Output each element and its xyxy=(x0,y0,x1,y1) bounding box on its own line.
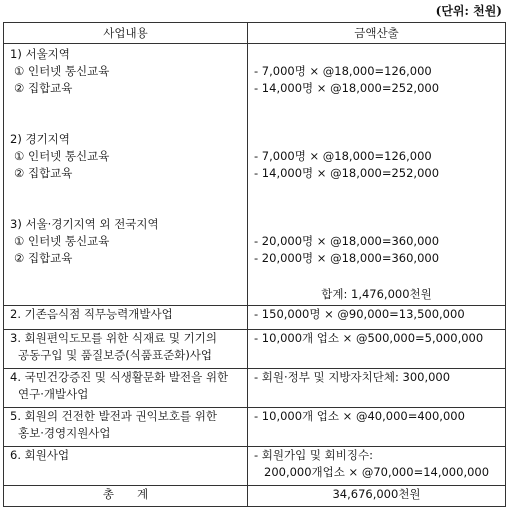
calc-line: - 14,000명 × @18,000=252,000 xyxy=(254,166,440,180)
row-calc-line: 200,000개업소 × @70,000=14,000,000 xyxy=(264,465,490,479)
row-item xyxy=(4,408,248,447)
header-item: 사업내용 xyxy=(4,23,248,44)
row-calc: - 10,000개 업소 × @500,000=5,000,000 xyxy=(248,330,506,369)
row-item-line: 연구·개발사업 xyxy=(18,387,89,401)
row-calc: - 회원·정부 및 지방자치단체: 300,000 xyxy=(248,369,506,408)
table-row xyxy=(4,330,506,369)
calc-line: - 14,000명 × @18,000=252,000 xyxy=(254,81,440,95)
total-label: 총 계 xyxy=(4,486,248,507)
region-item: ② 집합교육 xyxy=(14,166,73,180)
row-item-line: 3. 회원편익도모를 위한 식재료 및 기기의 xyxy=(10,331,217,345)
region-title: 3) 서울·경기지역 외 전국지역 xyxy=(10,217,159,231)
section1-row xyxy=(4,44,506,306)
row-item: 2. 기존음식점 직무능력개발사업 xyxy=(4,306,248,330)
row-calc: - 10,000개 업소 × @40,000=400,000 xyxy=(248,408,506,447)
region-item: ② 집합교육 xyxy=(14,81,73,95)
row-item: 6. 회원사업 xyxy=(4,447,248,486)
row-calc xyxy=(248,447,506,486)
header-calc: 금액산출 xyxy=(248,23,506,44)
row-calc: - 150,000명 × @90,000=13,500,000 xyxy=(248,306,506,330)
calc-line: - 7,000명 × @18,000=126,000 xyxy=(254,149,432,163)
row-item-line: 5. 회원의 건전한 발전과 권익보호를 위한 xyxy=(10,409,217,423)
row-calc-line: - 회원가입 및 회비징수: xyxy=(254,448,373,462)
row-item xyxy=(4,330,248,369)
total-value: 34,676,000천원 xyxy=(248,486,506,507)
calc-line: - 20,000명 × @18,000=360,000 xyxy=(254,234,440,248)
row-item-line: 공동구입 및 품질보증(식품표준화)사업 xyxy=(18,348,213,362)
table-row xyxy=(4,447,506,486)
region-item: ① 인터넷 통신교육 xyxy=(14,149,110,163)
table-row xyxy=(4,408,506,447)
section1-subtotal: 합계: 1,476,000천원 xyxy=(321,287,432,301)
row-item-line: 홍보·경영지원사업 xyxy=(18,426,111,440)
header-row xyxy=(4,23,506,44)
unit-label: (단위: 천원) xyxy=(435,4,502,18)
row-item-line: 4. 국민건강증진 및 식생활문화 발전을 위한 xyxy=(10,370,229,384)
region-item: ① 인터넷 통신교육 xyxy=(14,234,110,248)
row-item xyxy=(4,369,248,408)
region-title: 1) 서울지역 xyxy=(10,47,70,61)
total-row xyxy=(4,486,506,507)
calc-line: - 20,000명 × @18,000=360,000 xyxy=(254,251,440,265)
region-title: 2) 경기지역 xyxy=(10,132,70,146)
section1-items xyxy=(4,44,248,306)
budget-table xyxy=(3,22,506,507)
region-item: ① 인터넷 통신교육 xyxy=(14,64,110,78)
table-row xyxy=(4,306,506,330)
table-row xyxy=(4,369,506,408)
calc-line: - 7,000명 × @18,000=126,000 xyxy=(254,64,432,78)
region-item: ② 집합교육 xyxy=(14,251,73,265)
section1-calcs xyxy=(248,44,506,306)
